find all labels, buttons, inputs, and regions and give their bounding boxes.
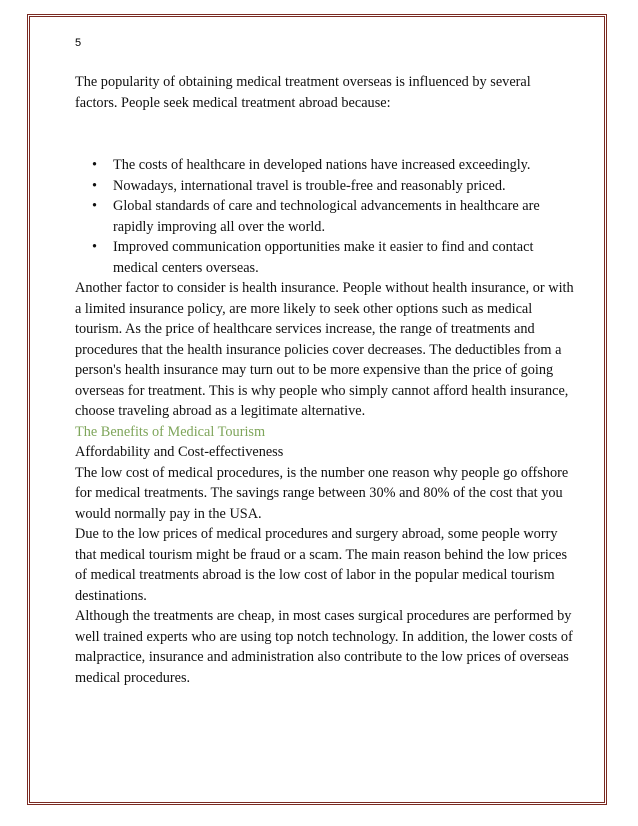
bullet-icon: •	[92, 177, 98, 194]
bullet-icon: •	[92, 198, 98, 214]
reasons-list	[75, 155, 575, 278]
intro-paragraph: The popularity of obtaining medical treatment overseas is influenced by several factors. People seek medical treatment abroad because:	[75, 74, 531, 111]
list-item	[75, 155, 575, 176]
list-item	[75, 176, 575, 197]
experts-paragraph: Although the treatments are cheap, in most cases surgical procedures are performed by well trained experts who are using top notch technology. In addition, the lower costs of malpractice, insurance and administration also contribute to the low prices of overseas medical procedures.	[75, 608, 573, 686]
list-item	[75, 196, 575, 237]
subheading: Affordability and Cost-effectiveness	[75, 444, 284, 460]
document-body	[75, 72, 575, 688]
bullet-icon: •	[92, 157, 98, 173]
list-item-text: Global standards of care and technological advancements in healthcare are rapidly improving all over the world.	[113, 198, 540, 235]
list-item-text: The costs of healthcare in developed nations have increased exceedingly.	[113, 157, 531, 173]
insurance-paragraph: Another factor to consider is health insurance. People without health insurance, or with a limited insurance policy, are more likely to seek other options such as medical tourism. As the price of healthcare services increase, the range of treatments and procedures that the health insurance policies cover decreases. The deductibles from a person's health insurance may turn out to be more expensive than the price of going overseas for treatment. This is why people who simply cannot afford health insurance, choose traveling abroad as a legitimate alternative.	[75, 280, 574, 419]
page-number: 5	[75, 37, 82, 49]
list-item-text: Improved communication opportunities make it easier to find and contact medical centers overseas.	[113, 239, 534, 276]
bullet-icon: •	[92, 239, 98, 255]
list-item	[75, 237, 575, 278]
section-heading: The Benefits of Medical Tourism	[75, 423, 266, 440]
cost-paragraph: The low cost of medical procedures, is the number one reason why people go offshore for medical treatments. The savings range between 30% and 80% of the cost that you would normally pay in the USA.	[75, 464, 569, 522]
list-item-text: Nowadays, international travel is trouble-free and reasonably priced.	[113, 177, 506, 194]
prices-paragraph: Due to the low prices of medical procedures and surgery abroad, some people worry that medical tourism might be fraud or a scam. The main reason behind the low prices of medical treatments abroad is the low cost of labor in the popular medical tourism destinations.	[75, 526, 568, 604]
